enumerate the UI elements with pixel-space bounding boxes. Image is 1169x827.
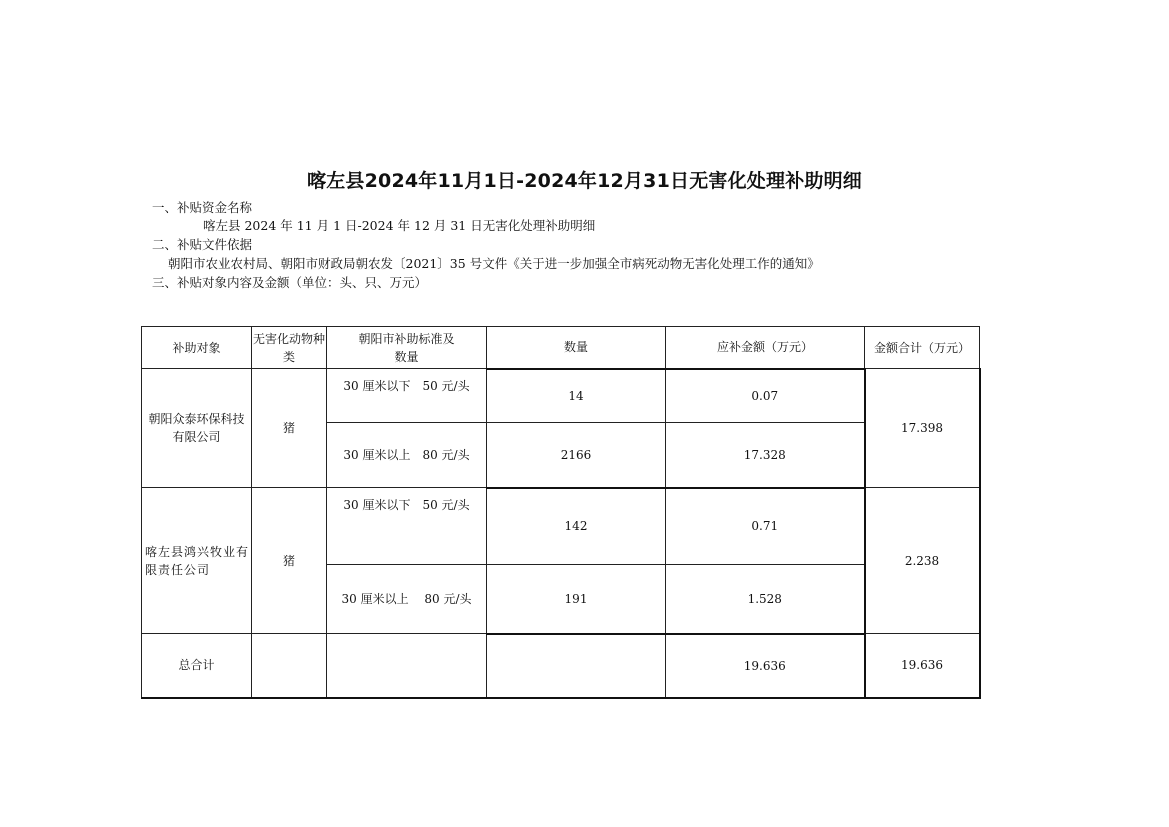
row-1-standard-b: 30 厘米以上 80 元/头 xyxy=(327,423,487,488)
header-standard: 朝阳市补助标准及数量 xyxy=(327,327,487,369)
grand-total-row xyxy=(142,634,980,698)
table-header-row xyxy=(142,327,980,369)
row-1-quantity-a: 14 xyxy=(487,369,666,423)
section-1-content: 喀左县 2024 年 11 月 1 日-2024 年 12 月 31 日无害化处理补助明细 xyxy=(203,218,596,233)
grand-total-standard-cell xyxy=(327,634,487,698)
table-row xyxy=(142,488,980,565)
section-2-content: 朝阳市农业农村局、朝阳市财政局朝农发〔2021〕35 号文件《关于进一步加强全市病死动物无害化处理工作的通知》 xyxy=(168,256,820,271)
row-2-amount-a: 0.71 xyxy=(666,488,865,565)
row-1-amount-a: 0.07 xyxy=(666,369,865,423)
row-2-quantity-a: 142 xyxy=(487,488,666,565)
header-kind: 无害化动物种 类 xyxy=(252,327,327,369)
section-3-heading: 三、补贴对象内容及金额（单位：头、只、万元） xyxy=(152,275,428,290)
row-2-standard-b: 30 厘米以上 80 元/头 xyxy=(327,565,487,634)
grand-total-amount: 19.636 xyxy=(666,634,865,698)
grand-total-label: 总合计 xyxy=(142,634,252,698)
subsidy-table xyxy=(141,326,981,699)
section-2-heading: 二、补贴文件依据 xyxy=(152,237,253,252)
row-2-total: 2.238 xyxy=(865,488,980,634)
row-1-total: 17.398 xyxy=(865,369,980,488)
row-2-kind: 猪 xyxy=(252,488,327,634)
row-1-target: 朝阳众泰环保科技有限公司 xyxy=(142,369,252,488)
header-target: 补助对象 xyxy=(142,327,252,369)
document-title: 喀左县2024年11月1日-2024年12月31日无害化处理补助明细 xyxy=(307,170,862,192)
row-1-amount-b: 17.328 xyxy=(666,423,865,488)
grand-total-quantity-cell xyxy=(487,634,666,698)
grand-total-total: 19.636 xyxy=(865,634,980,698)
row-1-standard-a: 30 厘米以下 50 元/头 xyxy=(327,369,487,423)
row-1-kind: 猪 xyxy=(252,369,327,488)
row-2-amount-b: 1.528 xyxy=(666,565,865,634)
grand-total-kind-cell xyxy=(252,634,327,698)
row-2-target: 喀左县鸿兴牧业有限责任公司 xyxy=(142,488,252,634)
table-row xyxy=(142,369,980,423)
header-amount: 应补金额（万元） xyxy=(666,327,865,369)
header-total: 金额合计（万元） xyxy=(865,327,980,369)
row-1-quantity-b: 2166 xyxy=(487,423,666,488)
header-quantity: 数量 xyxy=(487,327,666,369)
row-2-quantity-b: 191 xyxy=(487,565,666,634)
section-1-heading: 一、补贴资金名称 xyxy=(152,200,253,215)
row-2-standard-a: 30 厘米以下 50 元/头 xyxy=(327,488,487,565)
